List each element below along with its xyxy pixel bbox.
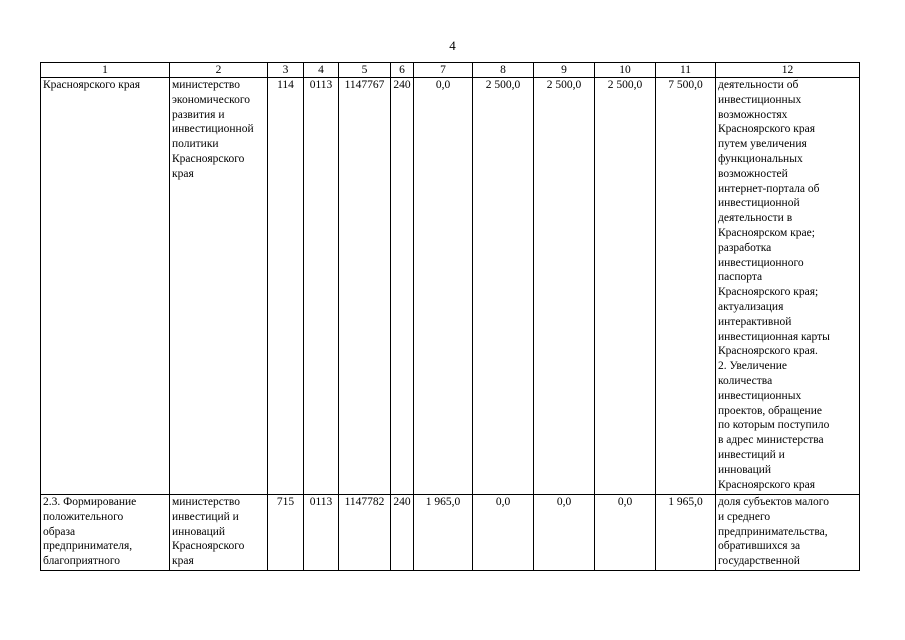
cell-rzpr: 0113 [304, 495, 339, 571]
cell-amount-8: 0,0 [473, 495, 534, 571]
header-col-10: 10 [595, 63, 656, 78]
cell-total: 7 500,0 [656, 78, 716, 495]
cell-task-name: 2.3. Формирование положительного образа предпринимателя, благоприятного [41, 495, 170, 571]
cell-csr: 1147782 [339, 495, 391, 571]
page-number: 4 [449, 38, 456, 53]
cell-amount-7: 1 965,0 [414, 495, 473, 571]
cell-grbs: 114 [268, 78, 304, 495]
cell-rzpr: 0113 [304, 78, 339, 495]
header-col-11: 11 [656, 63, 716, 78]
header-col-1: 1 [41, 63, 170, 78]
cell-csr: 1147767 [339, 78, 391, 495]
cell-amount-9: 2 500,0 [534, 78, 595, 495]
cell-amount-10: 0,0 [595, 495, 656, 571]
header-col-12: 12 [716, 63, 860, 78]
header-col-2: 2 [170, 63, 268, 78]
cell-vr: 240 [391, 78, 414, 495]
header-col-4: 4 [304, 63, 339, 78]
header-col-7: 7 [414, 63, 473, 78]
header-row [41, 63, 860, 78]
table-row [41, 78, 860, 495]
cell-amount-10: 2 500,0 [595, 78, 656, 495]
cell-administrator: министерство экономического развития и инвестиционной политики Красноярского края [170, 78, 268, 495]
cell-administrator: министерство инвестиций и инноваций Красноярского края [170, 495, 268, 571]
header-col-9: 9 [534, 63, 595, 78]
cell-expected-result: деятельности об инвестиционных возможностях Красноярского края путем увеличения функциональных возможностей интернет-портала об инвестиционной деятельности в Красноярском крае; разработка инвестиционного паспорта Красноярского края; актуализация интерактивной инвестиционная карты Красноярского края. 2. Увеличение количества инвестиционных проектов, обращение по которым поступило в адрес министерства инвестиций и инноваций Красноярского края [716, 78, 860, 495]
header-col-3: 3 [268, 63, 304, 78]
header-col-6: 6 [391, 63, 414, 78]
cell-vr: 240 [391, 495, 414, 571]
cell-task-name: Красноярского края [41, 78, 170, 495]
cell-amount-7: 0,0 [414, 78, 473, 495]
header-col-5: 5 [339, 63, 391, 78]
cell-expected-result: доля субъектов малого и среднего предпринимательства, обратившихся за государственной [716, 495, 860, 571]
cell-total: 1 965,0 [656, 495, 716, 571]
cell-amount-9: 0,0 [534, 495, 595, 571]
header-col-8: 8 [473, 63, 534, 78]
cell-grbs: 715 [268, 495, 304, 571]
table-row [41, 495, 860, 571]
cell-amount-8: 2 500,0 [473, 78, 534, 495]
program-table [40, 62, 860, 571]
